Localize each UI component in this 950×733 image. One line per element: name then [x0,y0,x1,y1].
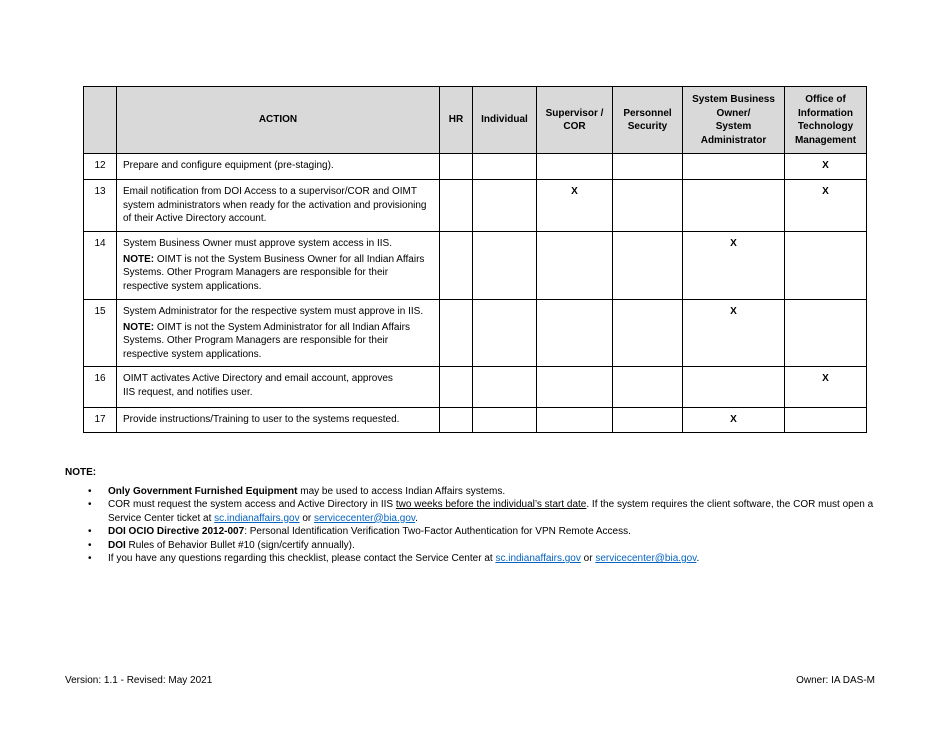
row-number: 16 [84,367,117,408]
row-number: 12 [84,154,117,180]
cell-hr [440,154,473,180]
header-action: ACTION [117,87,440,154]
cell-oitm [785,300,867,367]
cell-sbo: X [683,408,785,433]
action-text: System Business Owner must approve system access in IIS. [123,238,392,249]
row-action [117,180,440,232]
note-bold-text: Only Government Furnished Equipment [108,485,298,497]
cell-sbo: X [683,232,785,300]
cell-oitm: X [785,154,867,180]
note-item [108,539,875,553]
row-action [117,232,440,300]
note-text: COR must request the system access and Active Directory in IIS [108,499,396,510]
cell-personnel [613,180,683,232]
cell-oitm: X [785,180,867,232]
header-hr: HR [440,87,473,154]
table-row [84,367,867,408]
footer-owner: Owner: IA DAS-M [796,675,875,686]
service-center-email-link[interactable]: servicecenter@bia.gov [595,553,697,564]
note-text: or [580,553,596,564]
cell-individual [473,232,537,300]
header-personnel-line2: Security [627,121,668,132]
action-note [123,321,433,362]
action-text: Prepare and configure equipment (pre-staging). [123,160,334,171]
cell-oitm [785,232,867,300]
cell-hr [440,408,473,433]
note-bold-text: DOI [108,539,126,551]
note-bold-text: DOI OCIO Directive 2012-007 [108,526,245,537]
action-text: Provide instructions/Training to user to the systems requested. [123,414,400,425]
cell-sbo [683,367,785,408]
row-action [117,367,440,408]
cell-sbo [683,154,785,180]
row-action [117,154,440,180]
cell-personnel [613,367,683,408]
row-number: 13 [84,180,117,232]
action-note-text: OIMT is not the System Administrator for all Indian Affairs Systems. Other Program Managers are responsible for their respective system applications. [123,321,410,360]
cell-individual [473,300,537,367]
cell-sbo: X [683,300,785,367]
note-item [108,498,875,525]
action-text: OIMT activates Active Directory and email account, approves IIS request, and notifies user. [123,373,393,398]
action-note-label: NOTE: [123,253,155,265]
row-number: 14 [84,232,117,300]
note-text: or [299,512,315,524]
header-personnel-security [613,87,683,154]
action-note-text: OIMT is not the System Business Owner for all Indian Affairs Systems. Other Program Managers are responsible for their respective system applications. [123,253,425,292]
header-supervisor-line1: Supervisor / [545,107,604,119]
note-item [108,552,875,566]
cell-oitm [785,408,867,433]
cell-hr [440,180,473,232]
table-row [84,154,867,180]
cell-supervisor [537,367,613,408]
notes-list [65,485,875,566]
cell-personnel [613,232,683,300]
cell-individual [473,180,537,232]
cell-supervisor [537,408,613,433]
row-action [117,300,440,367]
header-supervisor-cor [537,87,613,154]
footer-version: Version: 1.1 - Revised: May 2021 [65,675,213,686]
note-underlined-text: two weeks before the individual’s start date [395,499,587,510]
header-oitm [785,87,867,154]
action-note [123,253,433,294]
header-oitm-line3: Technology [797,121,854,132]
note-text: : Personal Identification Verification Two-Factor Authentication for VPN Remote Access. [244,526,631,537]
note-text: . [696,553,700,564]
cell-personnel [613,408,683,433]
table-row [84,408,867,433]
note-text: . If the system requires the client software, the COR must open a Service Center ticket at [108,499,874,524]
row-number: 15 [84,300,117,367]
header-supervisor-line2: COR [563,121,586,132]
service-center-link[interactable]: sc.indianaffairs.gov [214,512,300,524]
action-text: System Administrator for the respective system must approve in IIS. [123,306,424,317]
cell-supervisor: X [537,180,613,232]
action-note-label: NOTE: [123,321,155,333]
cell-personnel [613,154,683,180]
header-personnel-line1: Personnel [623,107,672,119]
header-sbo-line1: System Business [692,94,775,105]
header-individual: Individual [473,87,537,154]
note-text: may be used to access Indian Affairs systems. [297,485,506,497]
cell-supervisor [537,232,613,300]
responsibility-table-container [83,86,866,433]
cell-supervisor [537,154,613,180]
note-item [108,485,875,499]
cell-oitm: X [785,367,867,408]
notes-title: NOTE: [65,467,97,478]
header-oitm-line4: Management [794,134,857,146]
cell-hr [440,300,473,367]
cell-individual [473,367,537,408]
action-text: Email notification from DOI Access to a supervisor/COR and OIMT system administrators when ready for the activation and provisioning of their Active Directory account. [123,186,427,224]
cell-personnel [613,300,683,367]
cell-hr [440,367,473,408]
row-action [117,408,440,433]
note-text: . [415,512,418,524]
cell-individual [473,408,537,433]
responsibility-table [83,86,867,433]
table-row [84,232,867,300]
cell-sbo [683,180,785,232]
header-system-business-owner [683,87,785,154]
note-item [108,525,875,539]
service-center-email-link[interactable]: servicecenter@bia.gov [314,512,416,524]
note-text: Rules of Behavior Bullet #10 (sign/certify annually). [125,539,355,551]
header-number [84,87,117,154]
cell-supervisor [537,300,613,367]
row-number: 17 [84,408,117,433]
cell-hr [440,232,473,300]
header-oitm-line1: Office of [805,94,846,105]
service-center-link[interactable]: sc.indianaffairs.gov [495,553,581,564]
header-oitm-line2: Information [798,107,853,119]
notes-section [65,466,875,566]
header-sbo-line2: Owner/ [716,107,751,119]
table-row [84,300,867,367]
table-header-row [84,87,867,154]
header-sbo-line4: Administrator [700,134,767,146]
cell-individual [473,154,537,180]
note-text: If you have any questions regarding this checklist, please contact the Service Center at [108,553,496,564]
header-sbo-line3: System [715,121,752,132]
table-row [84,180,867,232]
